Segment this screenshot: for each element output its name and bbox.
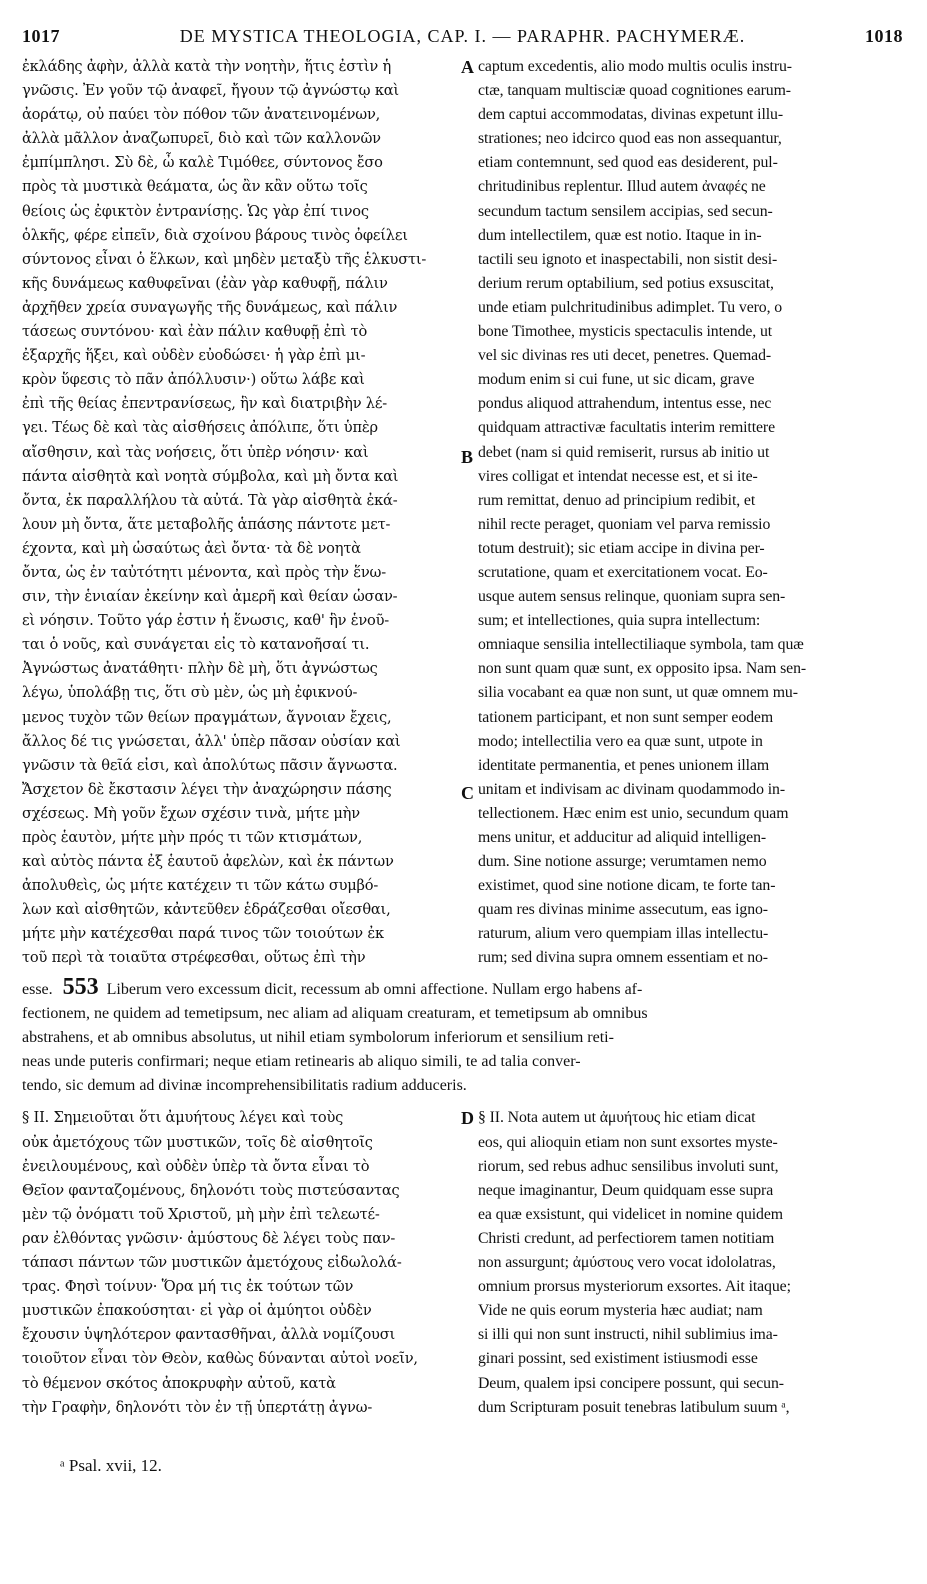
margin-letter-c: C: [461, 783, 474, 803]
section-2: [22, 1106, 903, 1426]
footnote: ᵃ Psal. xvii, 12.: [60, 1456, 162, 1475]
margin-letters-2: [458, 1106, 478, 1426]
margin-letter-d: D: [461, 1108, 474, 1129]
running-title: DE MYSTICA THEOLOGIA, CAP. I. — PARAPHR. PACHYMERÆ.: [179, 26, 746, 46]
greek-column-2: § II. Σημειοῦται ὅτι ἀμυήτους λέγει καὶ τοὺς οὐκ ἀμετόχους τῶν μυστικῶν, τοῖς δὲ αἰσθητοῖς ἐνειλουμένους, καὶ οὐδὲν ὑπὲρ τὰ ὄντα εἶναι τὸ Θεῖον φανταζομένους, δηλονότι τοὺς πιστεύσαντας μὲν τῷ ὀνόματι τοῦ Χριστοῦ, μὴ μὴν ἐπὶ τελεωτέ- ραν ἐλθόντας γνῶσιν· ἀμύστους δὲ λέγει τοὺς παν- τάπασι πάντων τῶν μυστικῶν ἀμετόχους εἰδωλολά- τρας. Φησὶ τοίνυν· Ὅρα μή τις ἐκ τούτων τῶν μυστικῶν ἐπακούσηται· εἰ γὰρ οἱ ἀμύητοι οὐδὲν ἔχουσιν ὑψηλότερον φαντασθῆναι, ἀλλὰ νομίζουσι τοιοῦτον εἶναι τὸν Θεὸν, καθὼς δύνανται αὐτοὶ νοεῖν, τὸ θέμενον σκότος ἀποκρυφὴν αὐτοῦ, κατὰ τὴν Γραφὴν, δηλονότι τὸν ἐν τῇ ὑπερτάτῃ ἀγνω-: [22, 1109, 418, 1416]
margin-letters-1: [458, 55, 478, 971]
left-column-number: 1017: [22, 26, 60, 46]
full-width-paragraph: [22, 975, 903, 1098]
greek-column-1: ἐκλάδης ἀφὴν, ἀλλὰ κατὰ τὴν νοητὴν, ἥτις ἐστὶν ἡ γνῶσις. Ἐν γοῦν τῷ ἀναφεῖ, ἤγουν τῷ ἀγνώστῳ καὶ ἀοράτῳ, οὐ παύει τὸν πόθον τῶν ἀνατεινομένων, ἀλλὰ μᾶλλον ἀναζωπυρεῖ, διὸ καὶ τῶν καλλονῶν ἐμπίμπλησι. Σὺ δὲ, ὦ καλὲ Τιμόθεε, σύντονος ἔσο πρὸς τὰ μυστικὰ θεάματα, ὡς ἂν κἂν οὕτω τοῖς θείοις ὡς ἐφικτὸν ἐντρανίσῃς. Ὡς γὰρ ἐπί τινος ὁλκῆς, φέρε εἰπεῖν, διὰ σχοίνου βάρους τινὸς ὀφείλει σύντονος εἶναι ὁ ἕλκων, καὶ μηδὲν μεταξὺ τῆς ἑλκυστι- κῆς δυνάμεως καθυφεῖναι (ἐὰν γὰρ καθυφῇ, πάλιν ἀρχῆθεν χρεία συναγωγῆς τῆς δυνάμεως, καὶ πάλιν τάσεως συντόνου· καὶ ἐὰν πάλιν καθυφῇ ἐπὶ τὸ ἐξαρχῆς ἥξει, καὶ οὐδὲν εὐοδώσει· ἡ γὰρ ἐπὶ μι- κρὸν ὕφεσις τὸ πᾶν ἀπόλλυσιν·) οὕτω λάβε καὶ ἐπὶ τῆς θείας ἐπεντρανίσεως, ἣν καὶ διατριβὴν λέ- γει. Τέως δὲ καὶ τὰς αἰσθήσεις ἀπόλιπε, ὅτι ὑπὲρ αἴσθησιν, καὶ τὰς νοήσεις, ὅτι ὑπὲρ νόησιν· καὶ πάντα αἰσθητὰ καὶ νοητὰ σύμβολα, καὶ μὴ ὄντα καὶ ὄντα, ἐκ παραλλήλου τὰ αὐτά. Τὰ γὰρ αἰσθητὰ ἐκά- λουν μὴ ὄντα, ἅτε μεταβολῆς ἁπάσης πάντοτε μετ- έχοντα, καὶ μὴ ὡσαύτως ἀεὶ ὄντα· τὰ δὲ νοητὰ ὄντα, ὡς ἐν ταὐτότητι μένοντα, καὶ πρὸς τὴν ἕνω- σιν, τὴν ἑνιαίαν ἐκείνην καὶ ἀμερῆ καὶ θείαν ὡσαν- εὶ νόησιν. Τοῦτο γάρ ἐστιν ἡ ἕνωσις, καθ' ἣν ἑνοῦ- ται ὁ νοῦς, καὶ συνάγεται εἰς τὸ κατανοῆσαί τι. Ἀγνώστως ἀνατάθητι· πλὴν δὲ μὴ, ὅτι ἀγνώστως λέγω, ὑπολάβῃ τις, ὅτι σὺ μὲν, ὡς μὴ ἐφικνού- μενος τυχὸν τῶν θείων πραγμάτων, ἄγνοιαν ἔχεις, ἄλλος δέ τις γνώσεται, ἀλλ' ὑπὲρ πᾶσαν οὐσίαν καὶ γνῶσιν τὰ θεῖά εἰσι, καὶ ἀπολύτως πᾶσιν ἄγνωστα. Ἄσχετον δὲ ἔκστασιν λέγει τὴν ἀναχώρησιν πάσης σχέσεως. Μὴ γοῦν ἔχων σχέσιν τινὰ, μήτε μὴν πρὸς ἑαυτὸν, μήτε μὴν πρός τι τῶν κτισμάτων, καὶ αὐτὸς πάντα ἐξ ἑαυτοῦ ἀφελὼν, καὶ ἐκ πάντων ἀπολυθεὶς, ὡς μήτε κατέχειν τι τῶν κάτω συμβό- λων καὶ αἰσθητῶν, κἀντεῦθεν ἑδράζεσθαι οἴεσθαι, μήτε μὴν κατέχεσθαι παρά τινος τῶν τοιούτων ἐκ τοῦ περὶ τὰ τοιαῦτα στρέφεσθαι, οὕτως ἐπὶ τὴν: [22, 58, 427, 967]
margin-letter-a: A: [461, 57, 474, 77]
page-header: [22, 26, 903, 47]
paragraph-lead: esse.: [22, 981, 53, 998]
paragraph-number: 553: [62, 974, 99, 1000]
paragraph-text: Liberum vero excessum dicit, recessum ab omni affectione. Nullam ergo habens af- fectionem, ne quidem ad temetipsum, nec aliam ad aliquam creaturam, et temetipsum ab omnibus abstrahens, et ab omnibus absolutus, ut nihil etiam symbolorum inferiorum et sensilium reti- neas unde puteris confirmari; neque etiam retinearis ab aliquo simili, te ad talia conver- tendo, sic demum ad divinæ incomprehensibilitatis radium adduceris.: [22, 981, 648, 1095]
right-column-number: 1018: [865, 26, 903, 46]
margin-letter-b: B: [461, 447, 474, 467]
section-1: [22, 55, 903, 971]
latin-column-1: captum excedentis, alio modo multis oculis instru- ctæ, tanquam multisciæ quoad cognitiones earum- dem captui accommodatas, divinas expetunt illu- strationes; neo idcirco quod eas non assequantur, etiam contemnunt, sed quod eas desiderent, pul- chritudinibus replentur. Illud autem ἀναφές ne secundum tactum sensilem accipias, sed secun- dum intellectilem, quæ est notio. Itaque in in- tactili seu ignoto et inaspectabili, non sistit desi- derium rerum optabilium, sed potius exsuscitat, unde etiam pulchritudinibus adimplet. Tu vero, o bone Timothee, mysticis spectaculis intende, ut vel sic divinas res uti decet, penetres. Quemad- modum enim si cui fune, ut sic dicam, grave pondus aliquod attrahendum, intentus esse, nec quidquam attractivæ facultatis interim remittere debet (nam si quid remiserit, rursus ab initio ut vires colligat et intendat necesse est, et si ite- rum remittat, denuo ad principium redibit, et nihil recte peraget, quoniam vel parva remissio totum destruit); sic etiam accipe in divina per- scrutatione, quam et exercitationem vocat. Eo- usque autem sensus relinque, quoniam supra sen- sum; et intellectiones, quia supra intellectum: omniaque sensilia intellectiliaque symbola, tam quæ non sunt quam quæ sunt, ex opposito ipsa. Nam sen- silia vocabant ea quæ non sunt, ut quæ omnem mu- tationem participant, et non sunt semper eodem modo; intellectilia vero ea quæ sunt, utpote in identitate permanentia, et penes unionem illam unitam et indivisam ac divinam quodammodo in- tellectionem. Hæc enim est unio, secundum quam mens unitur, et adducitur ad aliquid intelligen- dum. Sine notione assurge; verumtamen nemo existimet, quod sine notione dicam, te forte tan- quam res divinas minime assecutum, eas igno- raturum, alium vero quempiam illas intellectu- rum; sed divina supra omnem essentiam et no-: [478, 58, 807, 967]
latin-column-2: § II. Nota autem ut ἀμυήτους hic etiam dicat eos, qui alioquin etiam non sunt exsortes myste- riorum, sed rebus adhuc sensilibus involuti sunt, neque imaginantur, Deum quidquam esse supra ea quæ exsistunt, qui videlicet in nomine quidem Christi credunt, ad perfectiorem tamen notitiam non assurgunt; ἀμύστους vero vocat idololatras, omnium prorsus mysteriorum exsortes. Ait itaque; Vide ne quis eorum mysteria hæc audiat; nam si illi qui non sunt instructi, nihil sublimius ima- ginari possint, sed existiment istiusmodi esse Deum, qualem ipsi concipere possunt, qui secun- dum Scripturam posuit tenebras latibulum suum ᵃ,: [478, 1109, 791, 1416]
